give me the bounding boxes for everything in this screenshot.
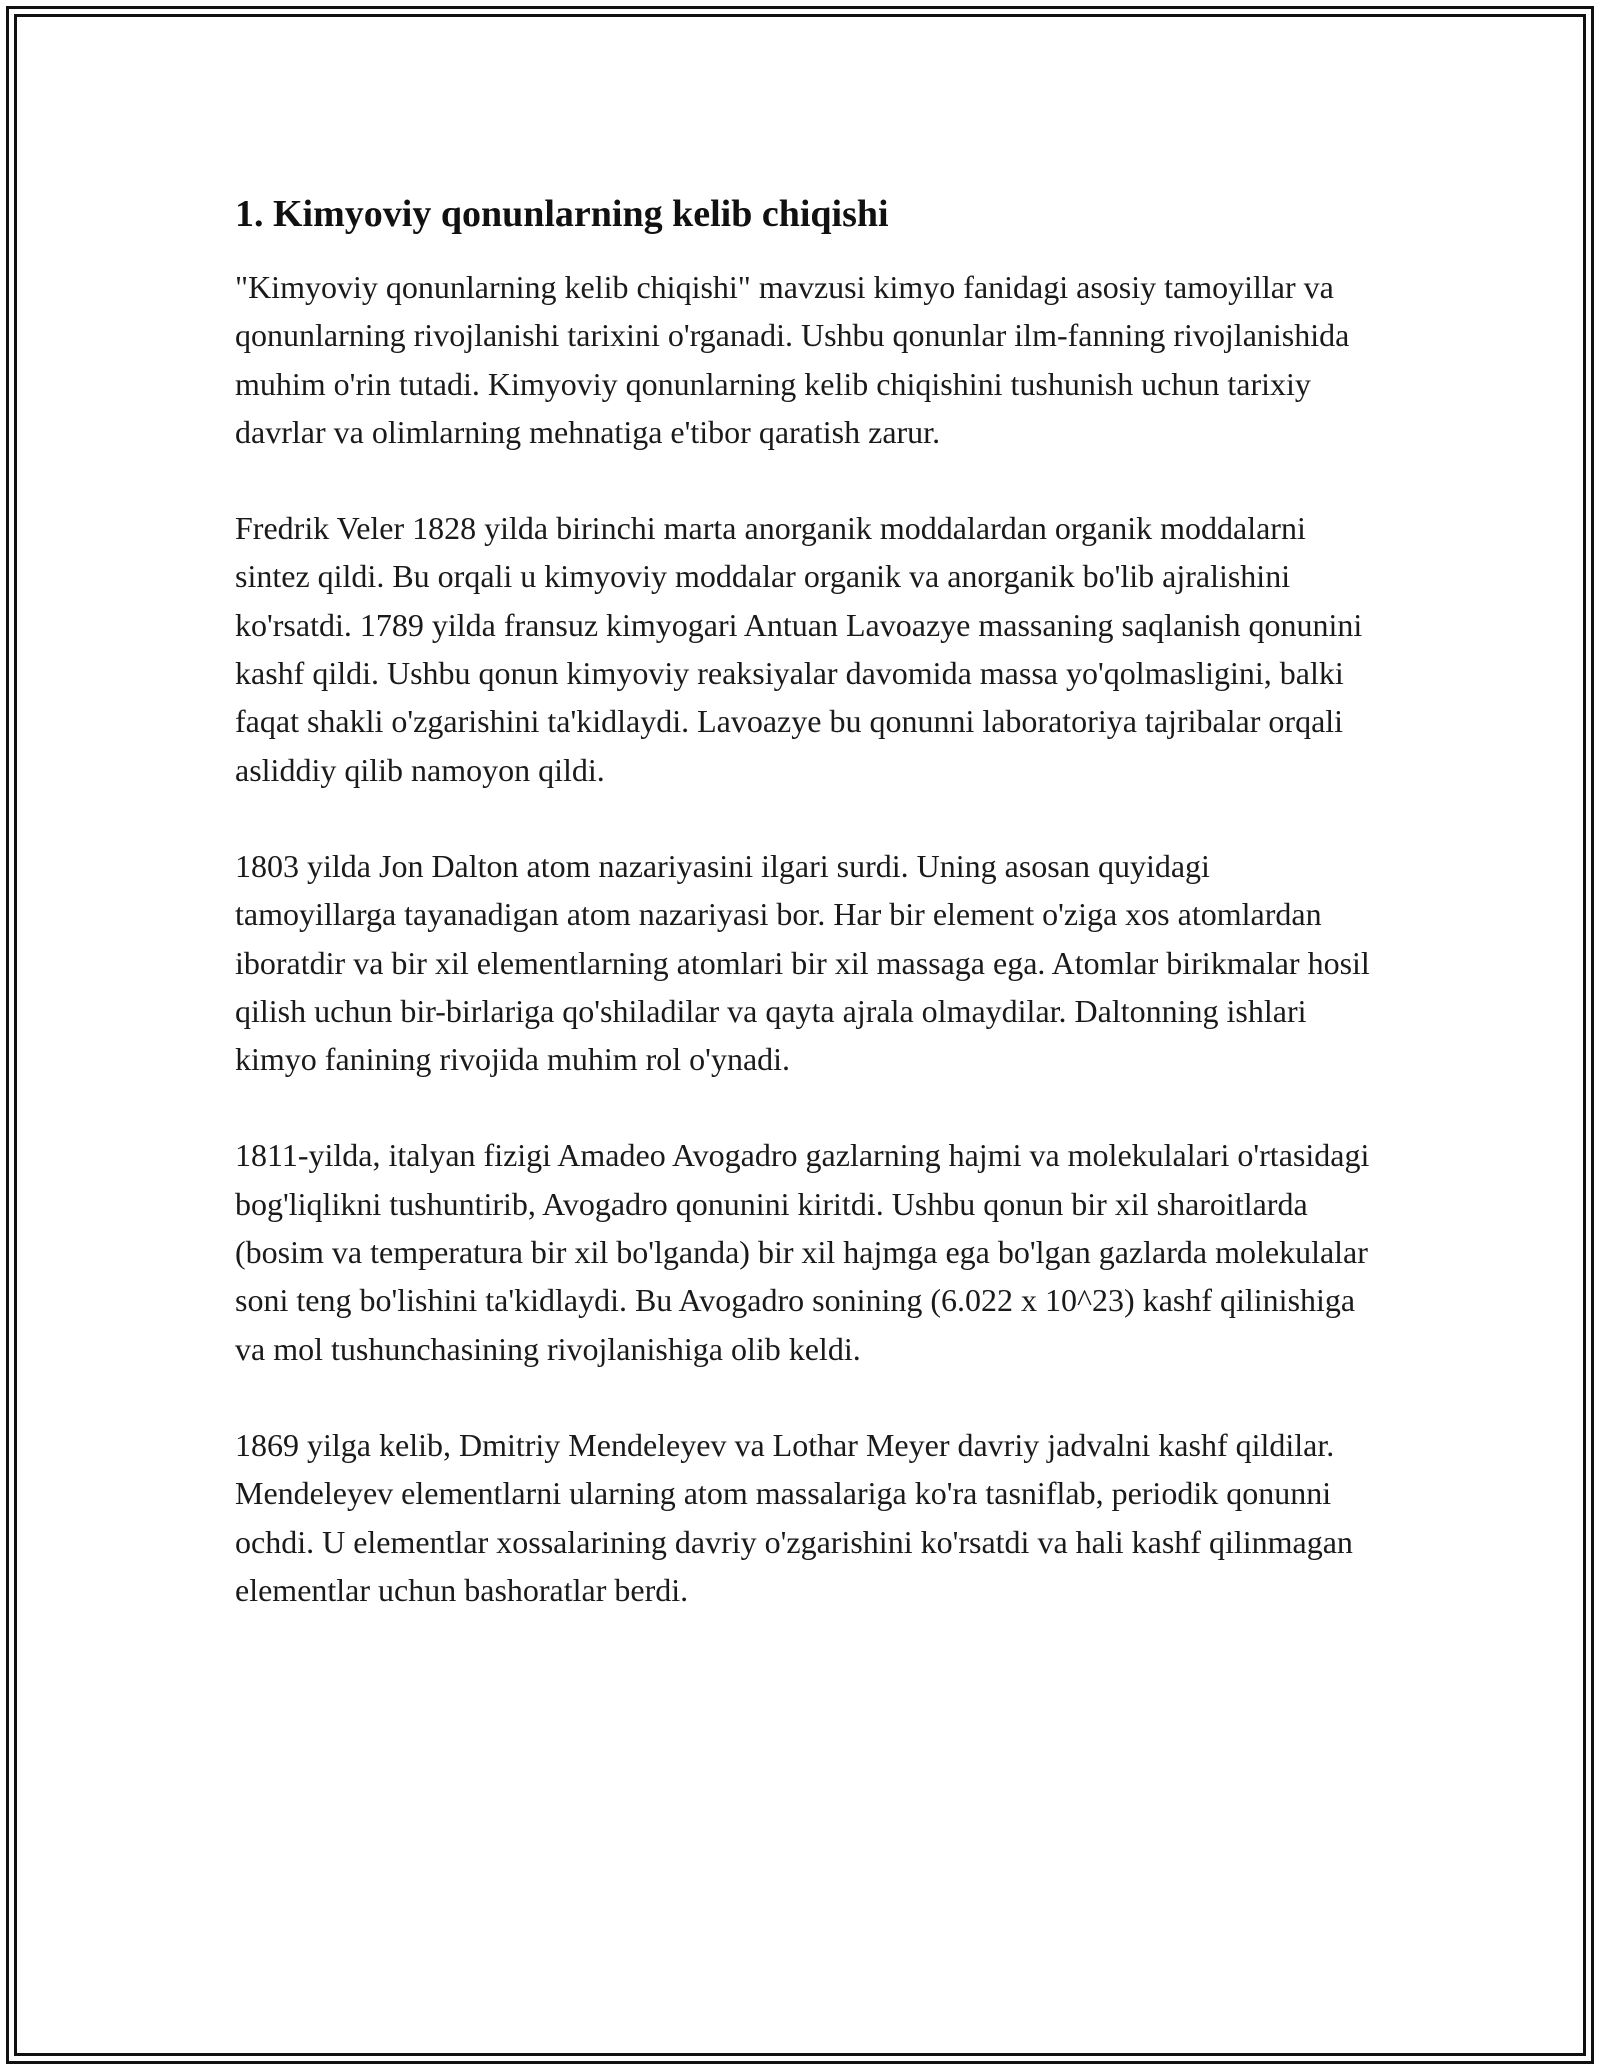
- paragraph-mendeleyev: 1869 yilga kelib, Dmitriy Mendeleyev va Lothar Meyer davriy jadvalni kashf qildilar. Mendeleyev elementlarni ularning atom massalariga ko'ra tasniflab, periodik qonunni ochdi. U elementlar xossalarining davriy o'zgarishini ko'rsatdi va hali kashf qilinmagan elementlar uchun bashoratlar berdi.: [235, 1426, 1353, 1608]
- paragraph-intro: "Kimyoviy qonunlarning kelib chiqishi" mavzusi kimyo fanidagi asosiy tamoyillar va qonunlarning rivojlanishi tarixini o'rganadi. Ushbu qonunlar ilm-fanning rivojlanishida muhim o'rin tutadi. Kimyoviy qonunlarning kelib chiqishini tushunish uchun tarixiy davrlar va olimlarning mehnatiga e'tibor qaratish zarur.: [235, 269, 1350, 450]
- paragraph-veler-lavoazye: Fredrik Veler 1828 yilda birinchi marta anorganik moddalardan organik moddalarni sintez qildi. Bu orqali u kimyoviy moddalar organik va anorganik bo'lib ajralishini ko'rsatdi. 1789 yilda fransuz kimyogari Antuan Lavoazye massaning saqlanish qonunini kashf qildi. Ushbu qonun kimyoviy reaksiyalar davomida massa yo'qolmasligini, balki faqat shakli o'zgarishini ta'kidlaydi. Lavoazye bu qonunni laboratoriya tajribalar orqali asliddiy qilib namoyon qildi.: [235, 510, 1363, 788]
- section-heading: 1. Kimyoviy qonunlarning kelib chiqishi: [235, 193, 889, 235]
- document-body: [235, 185, 1370, 1662]
- paragraph-avogadro: 1811-yilda, italyan fizigi Amadeo Avogadro gazlarning hajmi va molekulalari o'rtasidagi bog'liqlikni tushuntirib, Avogadro qonunini kiritdi. Ushbu qonun bir xil sharoitlarda (bosim va temperatura bir xil bo'lganda) bir xil hajmga ega bo'lgan gazlarda molekulalar soni teng bo'lishini ta'kidlaydi. Bu Avogadro sonining (6.022 x 10^23) kashf qilinishiga va mol tushunchasining rivojlanishiga olib keldi.: [235, 1137, 1370, 1367]
- paragraph-dalton: 1803 yilda Jon Dalton atom nazariyasini ilgari surdi. Uning asosan quyidagi tamoyillarga tayanadigan atom nazariyasi bor. Har bir element o'ziga xos atomlardan iboratdir va bir xil elementlarning atomlari bir xil massaga ega. Atomlar birikmalar hosil qilish uchun bir-birlariga qo'shiladilar va qayta ajrala olmaydilar. Daltonning ishlari kimyo fanining rivojida muhim rol o'ynadi.: [235, 847, 1370, 1078]
